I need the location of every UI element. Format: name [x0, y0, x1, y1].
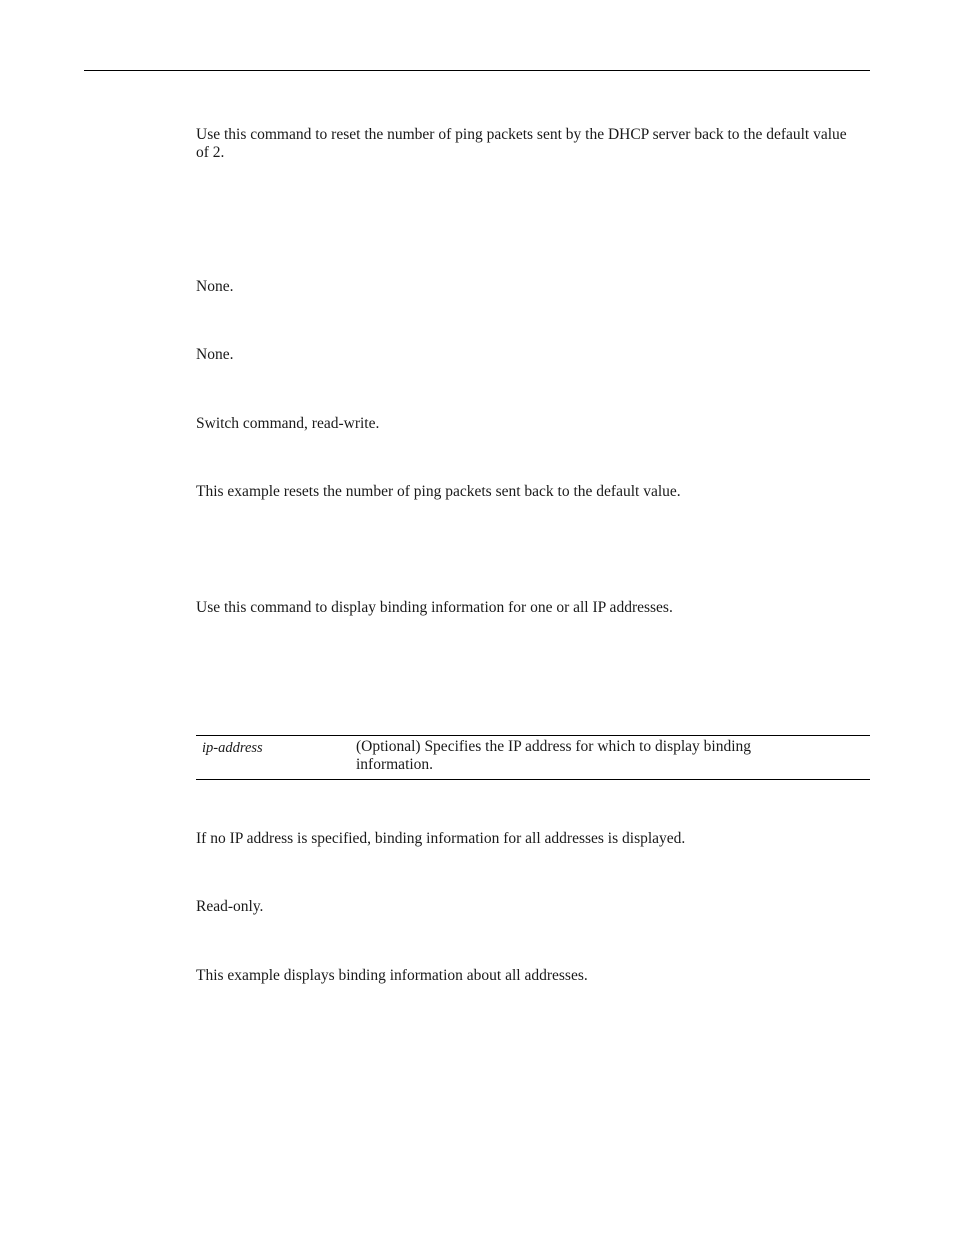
section1-defaults: None. [196, 346, 234, 363]
section2-description: Use this command to display binding information for one or all IP addresses. [196, 599, 673, 616]
section2-example: This example displays binding information about all addresses. [196, 967, 588, 984]
parameter-table [196, 735, 870, 780]
section1-mode: Switch command, read-write. [196, 415, 380, 432]
header-rule [84, 70, 870, 71]
parameter-description: (Optional) Specifies the IP address for which to display binding information. [356, 738, 752, 773]
section1-example: This example resets the number of ping packets sent back to the default value. [196, 483, 681, 500]
section2-mode: Read-only. [196, 898, 264, 915]
section1-description: Use this command to reset the number of ping packets sent by the DHCP server back to the default value of 2. [196, 126, 847, 161]
parameter-name: ip-address [202, 740, 263, 756]
section1-parameters: None. [196, 278, 234, 295]
section2-defaults: If no IP address is specified, binding information for all addresses is displayed. [196, 830, 686, 847]
